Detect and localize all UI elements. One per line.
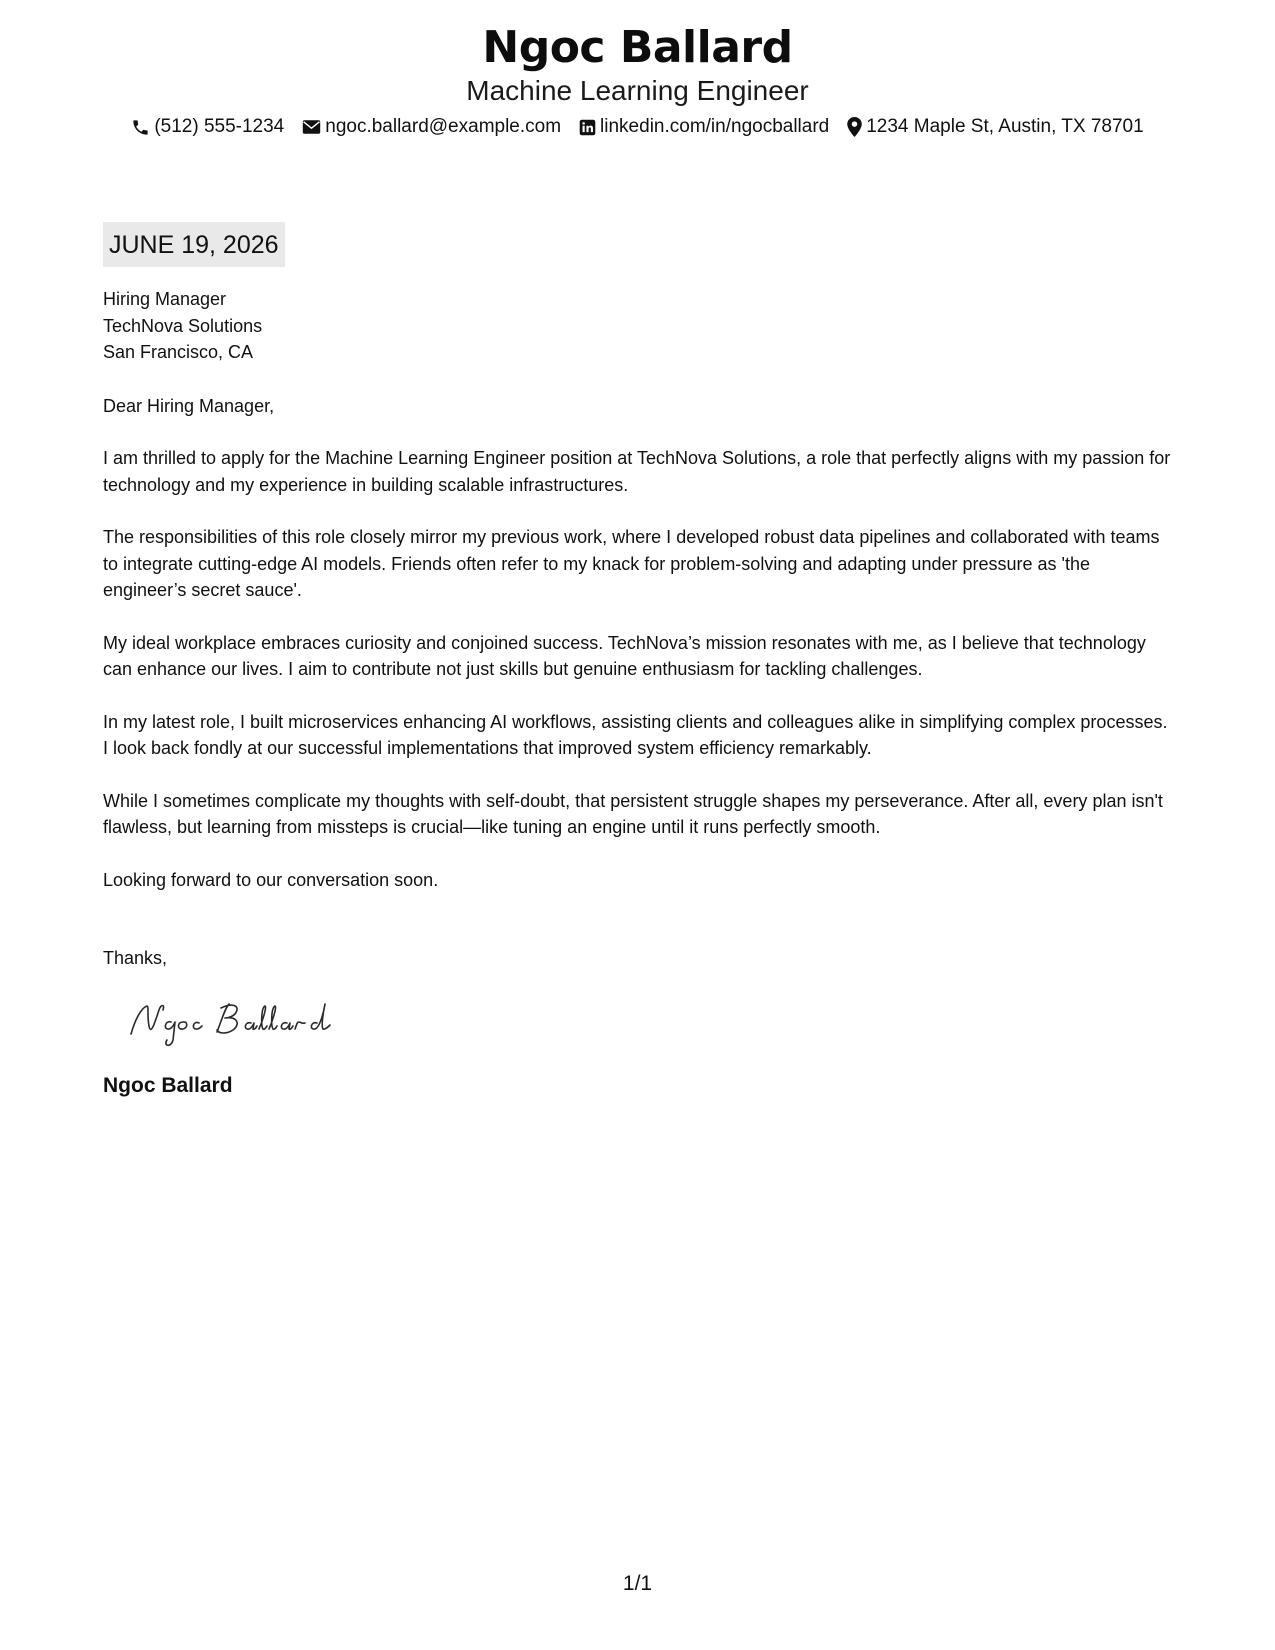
handwritten-signature <box>125 996 345 1052</box>
letter-body <box>103 286 1173 1100</box>
applicant-name: Ngoc Ballard <box>482 22 793 73</box>
body-paragraph: I am thrilled to apply for the Machine Learning Engineer position at TechNova Solutions, a role that perfectly aligns with my passion for technology and my experience in building scalable infrastructures. <box>103 448 1171 495</box>
linkedin-icon <box>579 119 596 136</box>
page-number: 1/1 <box>622 1572 653 1595</box>
phone-icon <box>131 118 150 137</box>
signoff: Thanks, <box>103 948 168 968</box>
contact-address <box>847 114 1143 140</box>
map-marker-icon <box>847 117 862 137</box>
closing-line: Looking forward to our conversation soon. <box>103 869 439 890</box>
envelope-icon <box>302 119 321 135</box>
contact-linkedin <box>579 114 829 140</box>
recipient-block <box>103 286 1173 366</box>
contact-email <box>302 114 561 140</box>
contact-phone <box>131 114 284 140</box>
salutation: Dear Hiring Manager, <box>103 395 275 416</box>
letter-date: JUNE 19, 2026 <box>103 222 285 267</box>
contact-row <box>0 114 1275 140</box>
body-paragraph: While I sometimes complicate my thoughts with self-doubt, that persistent struggle shapes my perseverance. After all, every plan isn't flawless, but learning from missteps is crucial—like tuning an engine until it runs perfectly smooth. <box>103 790 1163 837</box>
recipient-line: San Francisco, CA <box>103 342 254 362</box>
body-paragraph: The responsibilities of this role closely mirror my previous work, where I developed robust data pipelines and collaborated with teams to integrate cutting-edge AI models. Friends often refer to my knack for problem-solving and adapting under pressure as 'the engineer’s secret sauce'. <box>103 527 1160 600</box>
recipient-line: TechNova Solutions <box>103 315 263 336</box>
signed-name: Ngoc Ballard <box>103 1073 233 1097</box>
linkedin-text: linkedin.com/in/ngocballard <box>600 116 830 137</box>
email-text: ngoc.ballard@example.com <box>325 116 562 137</box>
recipient-line: Hiring Manager <box>103 289 227 309</box>
letter-header <box>0 22 1275 140</box>
address-text: 1234 Maple St, Austin, TX 78701 <box>866 116 1144 137</box>
applicant-title: Machine Learning Engineer <box>466 75 809 106</box>
phone-text: (512) 555-1234 <box>154 116 285 137</box>
body-paragraph: My ideal workplace embraces curiosity and conjoined success. TechNova’s mission resonates with me, as I believe that technology can enhance our lives. I aim to contribute not just skills but genuine enthusiasm for tackling challenges. <box>103 632 1146 679</box>
body-paragraph: In my latest role, I built microservices enhancing AI workflows, assisting clients and colleagues alike in simplifying complex processes. I look back fondly at our successful implementations that improved system efficiency remarkably. <box>103 711 1168 758</box>
